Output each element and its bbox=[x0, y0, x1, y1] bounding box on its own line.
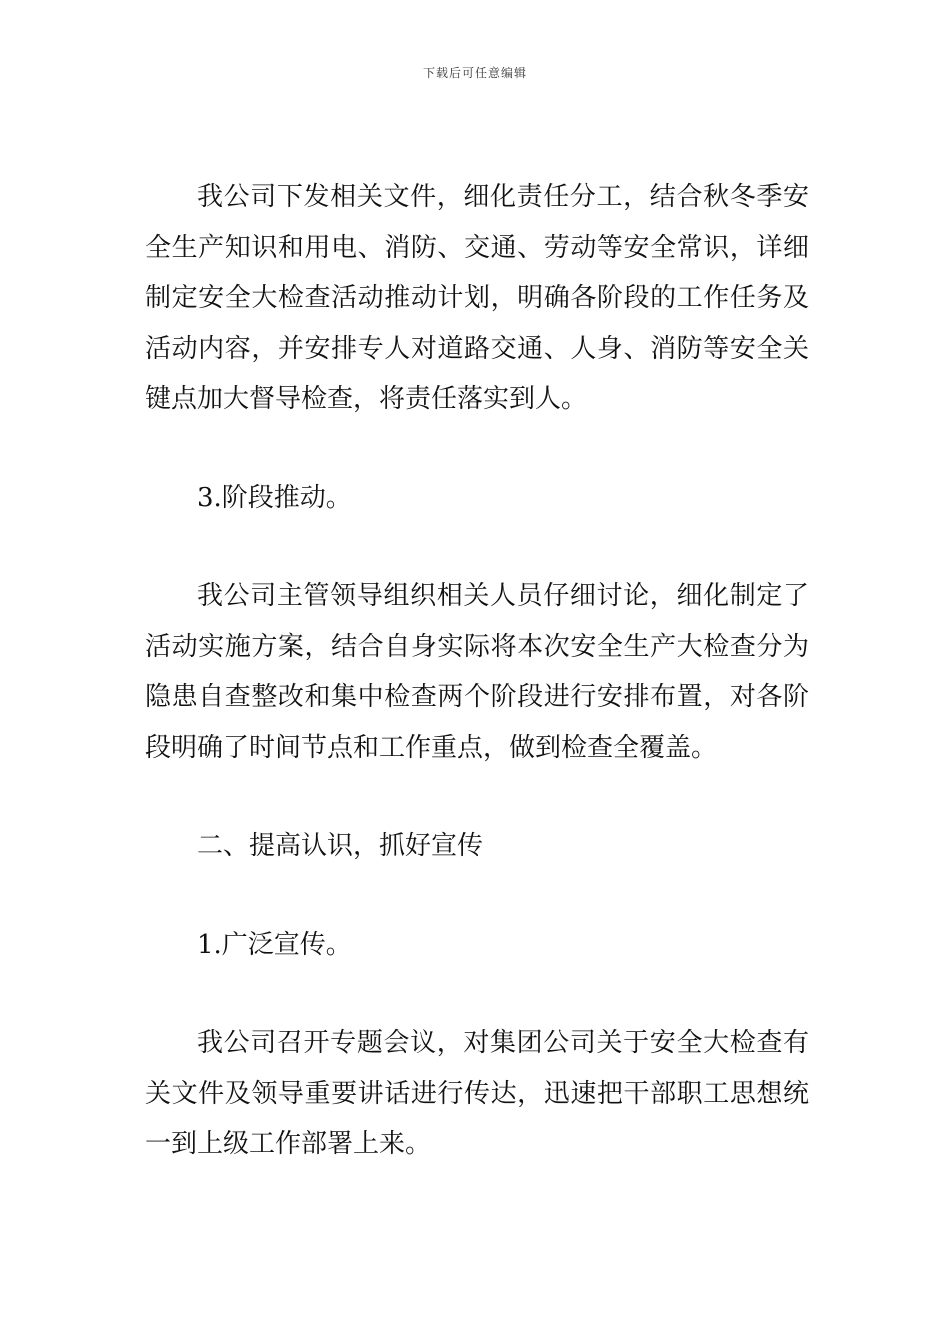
document-body bbox=[145, 172, 809, 1170]
page-header: 下载后可任意编辑 bbox=[422, 66, 527, 80]
heading-section-two: 二、提高认识，抓好宣传 bbox=[197, 831, 484, 861]
heading-stage-promotion: 3.阶段推动。 bbox=[197, 482, 352, 513]
paragraph-stage-plan: 我公司主管领导组织相关人员仔细讨论，细化制定了活动实施方案，结合自身实际将本次安全生产大检查分为隐患自查整改和集中检查两个阶段进行安排布置，对各阶段明确了时间节点和工作重点，做到检查全覆盖。 bbox=[145, 581, 809, 763]
heading-wide-publicity: 1.广泛宣传。 bbox=[197, 929, 352, 960]
paragraph-meeting: 我公司召开专题会议，对集团公司关于安全大检查有关文件及领导重要讲话进行传达，迅速把干部职工思想统一到上级工作部署上来。 bbox=[145, 1028, 809, 1159]
paragraph-responsibility: 我公司下发相关文件，细化责任分工，结合秋冬季安全生产知识和用电、消防、交通、劳动等安全常识，详细制定安全大检查活动推动计划，明确各阶段的工作任务及活动内容，并安排专人对道路交通、人身、消防等安全关键点加大督导检查，将责任落实到人。 bbox=[145, 182, 809, 414]
